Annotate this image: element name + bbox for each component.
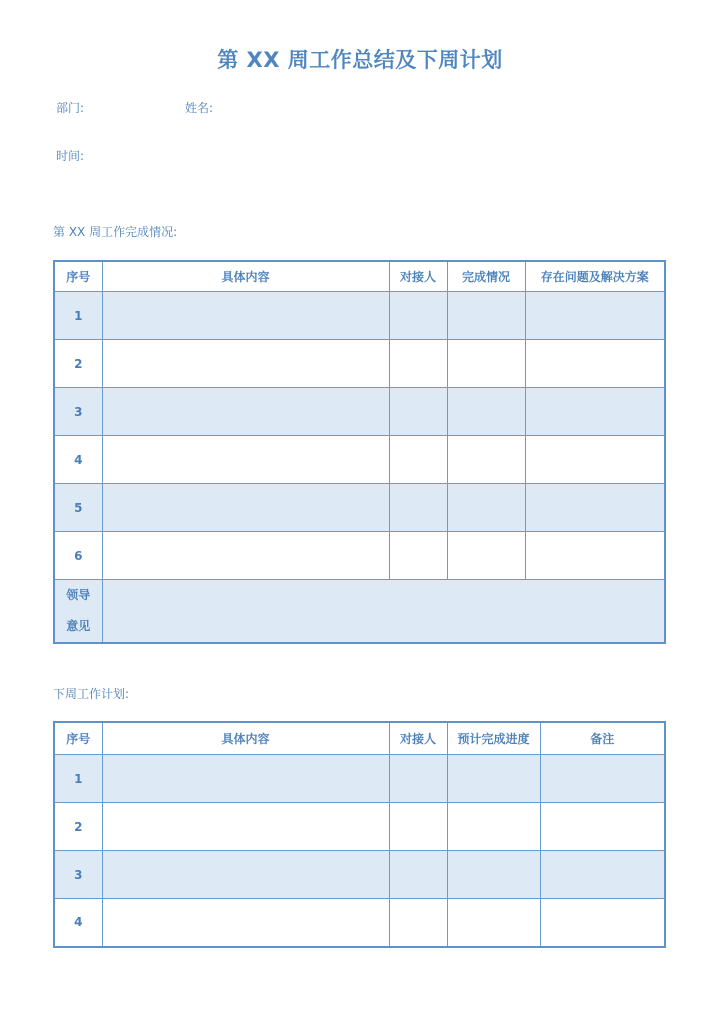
col-header-contact: 对接人 <box>389 261 447 292</box>
content-cell[interactable] <box>102 899 389 947</box>
status-cell[interactable] <box>447 484 525 532</box>
leader-opinion-row <box>54 580 665 644</box>
contact-cell[interactable] <box>389 755 447 803</box>
time-label: 时间: <box>56 149 85 163</box>
status-cell[interactable] <box>447 436 525 484</box>
col-header-index: 序号 <box>54 722 102 755</box>
notes-cell[interactable] <box>540 899 665 947</box>
row-number: 1 <box>54 755 102 803</box>
contact-cell[interactable] <box>389 436 447 484</box>
status-cell[interactable] <box>447 340 525 388</box>
table-header-row <box>54 722 665 755</box>
progress-cell[interactable] <box>447 899 540 947</box>
notes-cell[interactable] <box>540 803 665 851</box>
col-header-status: 完成情况 <box>447 261 525 292</box>
leader-label-line-1: 领导 <box>66 588 91 602</box>
issues-cell[interactable] <box>525 532 665 580</box>
table-row <box>54 755 665 803</box>
row-number: 4 <box>54 899 102 947</box>
contact-cell[interactable] <box>389 388 447 436</box>
row-number: 6 <box>54 532 102 580</box>
row-number: 5 <box>54 484 102 532</box>
status-cell[interactable] <box>447 292 525 340</box>
status-cell[interactable] <box>447 532 525 580</box>
leader-opinion-cell[interactable] <box>102 580 665 644</box>
next-week-table <box>53 721 666 948</box>
table-row <box>54 899 665 947</box>
table-header-row <box>54 261 665 292</box>
content-cell[interactable] <box>102 532 389 580</box>
contact-cell[interactable] <box>389 899 447 947</box>
issues-cell[interactable] <box>525 436 665 484</box>
row-number: 4 <box>54 436 102 484</box>
row-number: 3 <box>54 851 102 899</box>
col-header-content: 具体内容 <box>102 261 389 292</box>
notes-cell[interactable] <box>540 851 665 899</box>
contact-cell[interactable] <box>389 803 447 851</box>
col-header-content: 具体内容 <box>102 722 389 755</box>
status-cell[interactable] <box>447 388 525 436</box>
row-number: 2 <box>54 803 102 851</box>
issues-cell[interactable] <box>525 292 665 340</box>
content-cell[interactable] <box>102 484 389 532</box>
content-cell[interactable] <box>102 388 389 436</box>
table-row <box>54 436 665 484</box>
this-week-table <box>53 260 666 644</box>
table-row <box>54 851 665 899</box>
row-number: 3 <box>54 388 102 436</box>
content-cell[interactable] <box>102 340 389 388</box>
table-row <box>54 388 665 436</box>
col-header-notes: 备注 <box>540 722 665 755</box>
issues-cell[interactable] <box>525 340 665 388</box>
col-header-progress: 预计完成进度 <box>447 722 540 755</box>
content-cell[interactable] <box>102 436 389 484</box>
contact-cell[interactable] <box>389 340 447 388</box>
contact-cell[interactable] <box>389 851 447 899</box>
col-header-index: 序号 <box>54 261 102 292</box>
table-row <box>54 803 665 851</box>
progress-cell[interactable] <box>447 803 540 851</box>
notes-cell[interactable] <box>540 755 665 803</box>
content-cell[interactable] <box>102 292 389 340</box>
next-week-heading: 下周工作计划: <box>53 687 130 701</box>
row-number: 2 <box>54 340 102 388</box>
leader-opinion-label <box>54 580 102 644</box>
table-row <box>54 484 665 532</box>
department-label: 部门: <box>56 101 85 115</box>
this-week-heading: 第 XX 周工作完成情况: <box>53 225 178 239</box>
contact-cell[interactable] <box>389 292 447 340</box>
page-title: 第 XX 周工作总结及下周计划 <box>217 48 503 72</box>
content-cell[interactable] <box>102 803 389 851</box>
issues-cell[interactable] <box>525 388 665 436</box>
col-header-contact: 对接人 <box>389 722 447 755</box>
table-row <box>54 532 665 580</box>
contact-cell[interactable] <box>389 532 447 580</box>
content-cell[interactable] <box>102 851 389 899</box>
leader-label-line-2: 意见 <box>66 619 91 633</box>
issues-cell[interactable] <box>525 484 665 532</box>
progress-cell[interactable] <box>447 755 540 803</box>
contact-cell[interactable] <box>389 484 447 532</box>
progress-cell[interactable] <box>447 851 540 899</box>
table-row <box>54 292 665 340</box>
col-header-issues: 存在问题及解决方案 <box>525 261 665 292</box>
row-number: 1 <box>54 292 102 340</box>
name-label: 姓名: <box>185 101 214 115</box>
content-cell[interactable] <box>102 755 389 803</box>
table-row <box>54 340 665 388</box>
